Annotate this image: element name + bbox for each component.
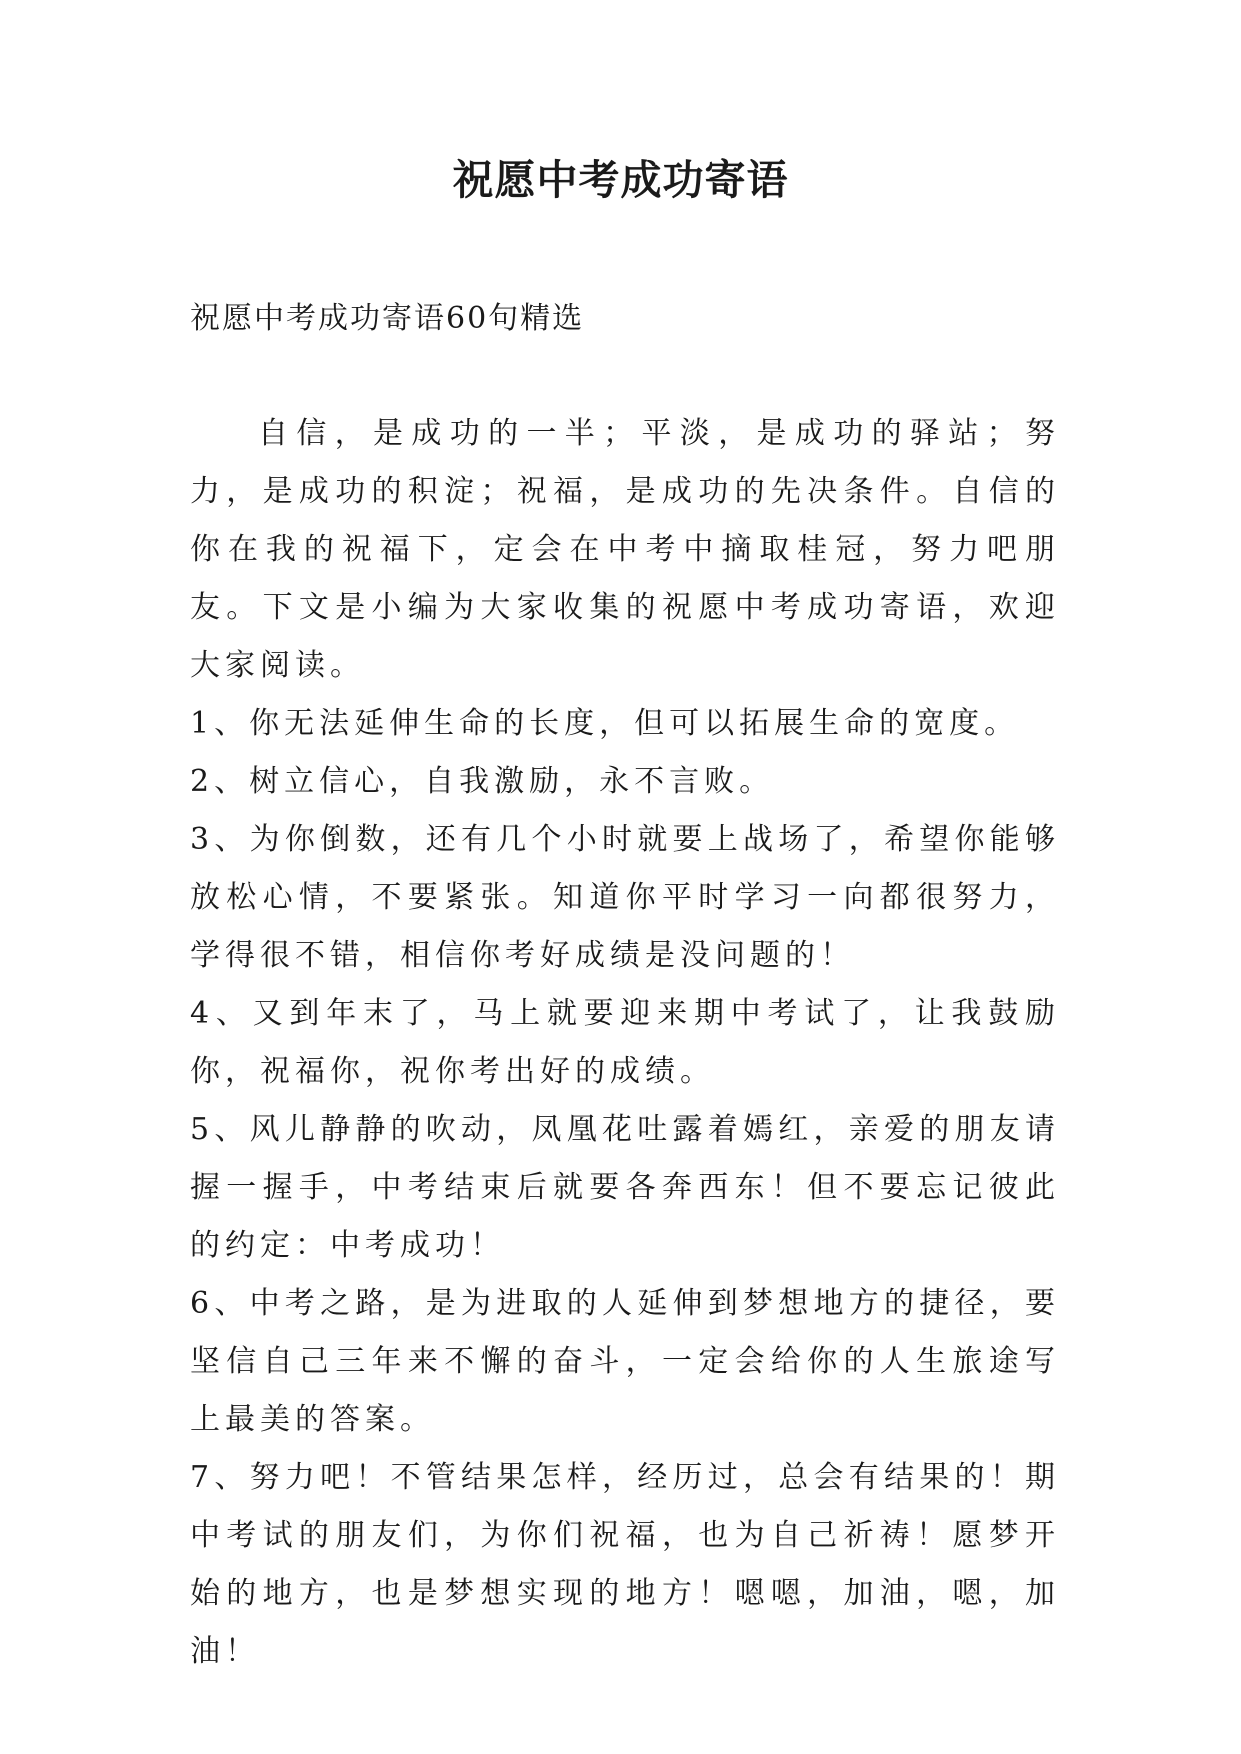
list-item: 3、为你倒数，还有几个小时就要上战场了，希望你能够放松心情，不要紧张。知道你平时学习一向都很努力，学得很不错，相信你考好成绩是没问题的！ (190, 822, 1060, 973)
list-item: 6、中考之路，是为进取的人延伸到梦想地方的捷径，要坚信自己三年来不懈的奋斗，一定会给你的人生旅途写上最美的答案。 (190, 1286, 1060, 1437)
list-item: 1、你无法延伸生命的长度，但可以拓展生命的宽度。 (190, 706, 1020, 741)
list-item: 2、树立信心，自我激励，永不言败。 (190, 764, 775, 799)
document-body (190, 405, 1060, 1681)
list-item: 7、努力吧！不管结果怎样，经历过，总会有结果的！期中考试的朋友们，为你们祝福，也为自己祈祷！愿梦开始的地方，也是梦想实现的地方！嗯嗯，加油，嗯，加油！ (190, 1460, 1060, 1669)
document-subtitle: 祝愿中考成功寄语60句精选 (190, 301, 585, 336)
list-item: 4、又到年末了，马上就要迎来期中考试了，让我鼓励你，祝福你，祝你考出好的成绩。 (190, 996, 1060, 1089)
list-item: 5、风儿静静的吹动，凤凰花吐露着嫣红，亲爱的朋友请握一握手，中考结束后就要各奔西东！但不要忘记彼此的约定：中考成功！ (190, 1112, 1060, 1263)
intro-paragraph: 自信，是成功的一半；平淡，是成功的驿站；努力，是成功的积淀；祝福，是成功的先决条件。自信的你在我的祝福下，定会在中考中摘取桂冠，努力吧朋友。下文是小编为大家收集的祝愿中考成功寄语，欢迎大家阅读。 (190, 416, 1060, 683)
document-title: 祝愿中考成功寄语 (452, 156, 789, 204)
